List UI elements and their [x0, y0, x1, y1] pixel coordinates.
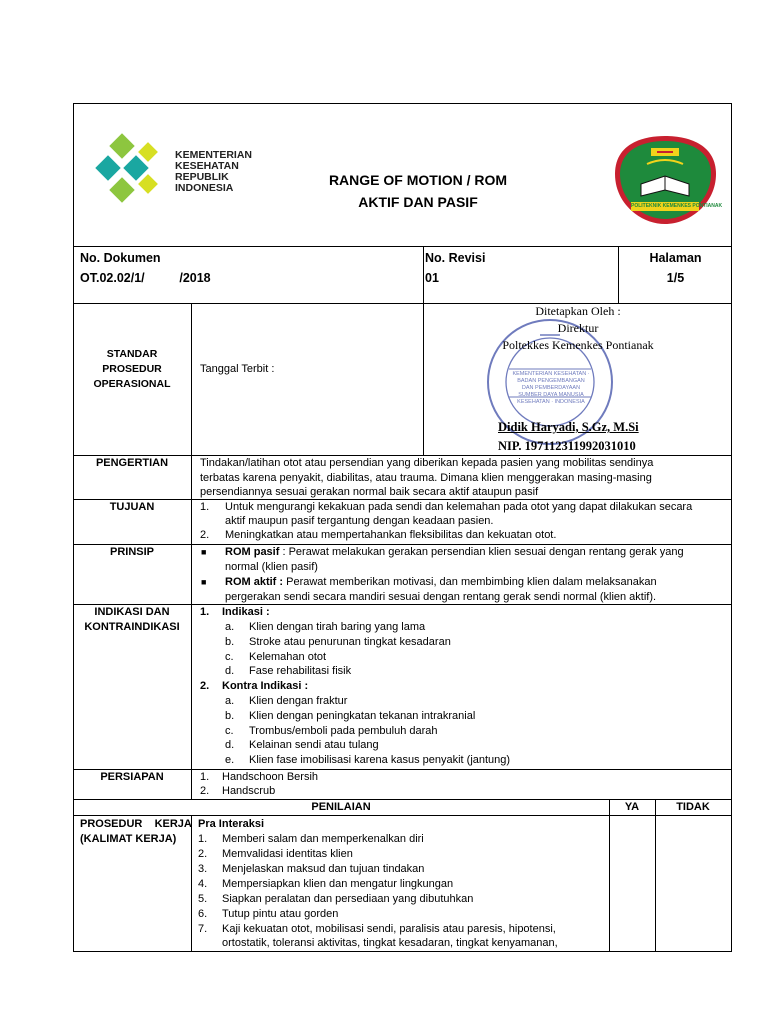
step-number: 3.: [198, 863, 208, 875]
indikasi-item: Fase rehabilitasi fisik: [249, 665, 352, 677]
list-letter: d.: [225, 665, 235, 677]
step-number: 5.: [198, 893, 208, 905]
list-letter: b.: [225, 710, 235, 722]
step-text-cont: ortostatik, toleransi aktivitas, tingkat kesadaran, tingkat kenyamanan,: [222, 937, 558, 949]
kontra-title: Kontra Indikasi :: [222, 680, 309, 692]
pengertian-line: persendiannya sesuai gerakan normal baik secara aktif ataupun pasif: [200, 486, 539, 498]
list-letter: c.: [225, 725, 234, 737]
step-text: Tutup pintu atau gorden: [222, 908, 339, 920]
persiapan-label: PERSIAPAN: [100, 771, 164, 783]
document-title: RANGE OF MOTION / ROM: [328, 172, 508, 188]
pengertian-line: Tindakan/latihan otot atau persendian yang diberikan kepada pasien yang mobilitas sendinya: [200, 457, 654, 469]
tujuan-item: aktif maupun pasif tergantung dengan keadaan pasien.: [225, 515, 494, 527]
list-number: 1.: [200, 771, 210, 783]
page-value: 1/5: [666, 271, 685, 285]
bullet-icon: ■: [201, 547, 207, 557]
sop-document: [73, 103, 732, 952]
list-number: 2.: [200, 785, 210, 797]
indikasi-label: INDIKASI DAN KONTRAINDIKASI: [84, 606, 180, 633]
step-text: Mempersiapkan klien dan mengatur lingkungan: [222, 878, 454, 890]
doc-number-value: OT.02.02/1/ /2018: [80, 271, 211, 285]
kontra-item: Klien fase imobilisasi karena kasus penyakit (jantung): [249, 754, 511, 766]
kontra-item: Trombus/emboli pada pembuluh darah: [249, 725, 438, 737]
border-bottom: [73, 951, 732, 952]
director-title: Direktur: [557, 321, 599, 335]
poltekkes-crest: [613, 134, 723, 226]
list-letter: b.: [225, 636, 235, 648]
prosedur-sublabel: (KALIMAT KERJA): [80, 833, 177, 845]
list-letter: e.: [225, 754, 235, 766]
list-letter: a.: [225, 695, 235, 707]
list-letter: d.: [225, 739, 235, 751]
signer-nip: NIP. 197112311992031010: [498, 439, 636, 453]
kontra-item: Klien dengan peningkatan tekanan intrakranial: [249, 710, 476, 722]
penilaian-header: PENILAIAN: [311, 801, 371, 813]
tujuan-label: TUJUAN: [109, 501, 155, 513]
indikasi-item: Klien dengan tirah baring yang lama: [249, 621, 426, 633]
ya-header: YA: [624, 801, 640, 813]
step-text: Siapkan peralatan dan persediaan yang dibutuhkan: [222, 893, 474, 905]
step-text: Memberi salam dan memperkenalkan diri: [222, 833, 424, 845]
indikasi-item: Stroke atau penurunan tingkat kesadaran: [249, 636, 451, 648]
border-top: [73, 103, 732, 104]
step-number: 2.: [198, 848, 208, 860]
persiapan-item: Handschoon Bersih: [222, 771, 319, 783]
indikasi-item: Kelemahan otot: [249, 651, 327, 663]
pra-interaksi-title: Pra Interaksi: [198, 818, 265, 830]
revision-label: No. Revisi: [425, 251, 486, 265]
logo-text-line: REPUBLIK: [175, 171, 229, 183]
page-label: Halaman: [649, 251, 702, 265]
institution-name: Poltekkes Kemenkes Pontianak: [502, 338, 654, 352]
stamp-text: KEMENTERIAN KESEHATAN · BADAN PENGEMBANGAN DAN PEMBERDAYAAN SUMBER DAYA MANUSIA KESEHATAN · INDONESIA: [512, 371, 590, 405]
logo-text-line: KESEHATAN: [175, 160, 239, 172]
list-number: 1.: [200, 501, 210, 513]
kemenkes-logo-icon: [93, 137, 173, 209]
kemenkes-logo: [93, 137, 283, 209]
step-number: 1.: [198, 833, 208, 845]
prinsip-item: ROM aktif : Perawat memberikan motivasi, dan membimbing klien dalam melaksanakan: [225, 576, 657, 588]
list-letter: c.: [225, 651, 234, 663]
prinsip-item-cont: pergerakan sendi secara mandiri sesuai dengan rentang gerak sendi normal (klien aktif).: [225, 591, 657, 603]
issue-date-label: Tanggal Terbit :: [200, 363, 275, 375]
persiapan-item: Handscrub: [222, 785, 276, 797]
kontra-item: Kelainan sendi atau tulang: [249, 739, 379, 751]
step-text: Memvalidasi identitas klien: [222, 848, 353, 860]
prinsip-item: ROM pasif : Perawat melakukan gerakan persendian klien sesuai dengan rentang gerak yang: [225, 546, 684, 558]
pengertian-label: PENGERTIAN: [95, 457, 169, 469]
border-left: [73, 103, 74, 952]
step-text: Menjelaskan maksud dan tujuan tindakan: [222, 863, 425, 875]
border-right: [731, 103, 732, 952]
crest-label: POLITEKNIK KEMENKES PONTIANAK: [631, 203, 723, 209]
logo-text-line: KEMENTERIAN: [175, 149, 253, 161]
kontra-item: Klien dengan fraktur: [249, 695, 348, 707]
prosedur-label: PROSEDUR KERJA: [80, 818, 192, 830]
logo-text-line: INDONESIA: [175, 182, 234, 194]
bullet-icon: ■: [201, 577, 207, 587]
step-text: Kaji kekuatan otot, mobilisasi sendi, paralisis atau paresis, hipotensi,: [222, 923, 556, 935]
list-number: 2.: [200, 529, 210, 541]
tujuan-item: Meningkatkan atau mempertahankan fleksibilitas dan kekuatan otot.: [225, 529, 557, 541]
crest-icon: [613, 134, 723, 226]
approved-by-label: Ditetapkan Oleh :: [535, 304, 621, 318]
prinsip-item-cont: normal (klien pasif): [225, 561, 318, 573]
pengertian-line: terbatas karena penyakit, diabilitas, atau trauma. Dimana klien menggerakan masing-masing: [200, 472, 652, 484]
signer-name: Didik Haryadi, S.Gz, M.Si: [498, 420, 639, 434]
tidak-header: TIDAK: [676, 801, 710, 813]
list-number: 1.: [200, 606, 210, 618]
prinsip-label: PRINSIP: [109, 546, 154, 558]
step-number: 6.: [198, 908, 208, 920]
sop-label: STANDAR PROSEDUR OPERASIONAL: [93, 348, 171, 390]
list-number: 2.: [200, 680, 210, 692]
tujuan-item: Untuk mengurangi kekakuan pada sendi dan kelemahan pada otot yang dapat dilakukan secara: [225, 501, 693, 513]
list-letter: a.: [225, 621, 235, 633]
step-number: 7.: [198, 923, 208, 935]
indikasi-title: Indikasi :: [222, 606, 270, 618]
revision-value: 01: [425, 271, 439, 285]
doc-number-label: No. Dokumen: [80, 251, 161, 265]
step-number: 4.: [198, 878, 208, 890]
document-subtitle: AKTIF DAN PASIF: [358, 194, 478, 210]
